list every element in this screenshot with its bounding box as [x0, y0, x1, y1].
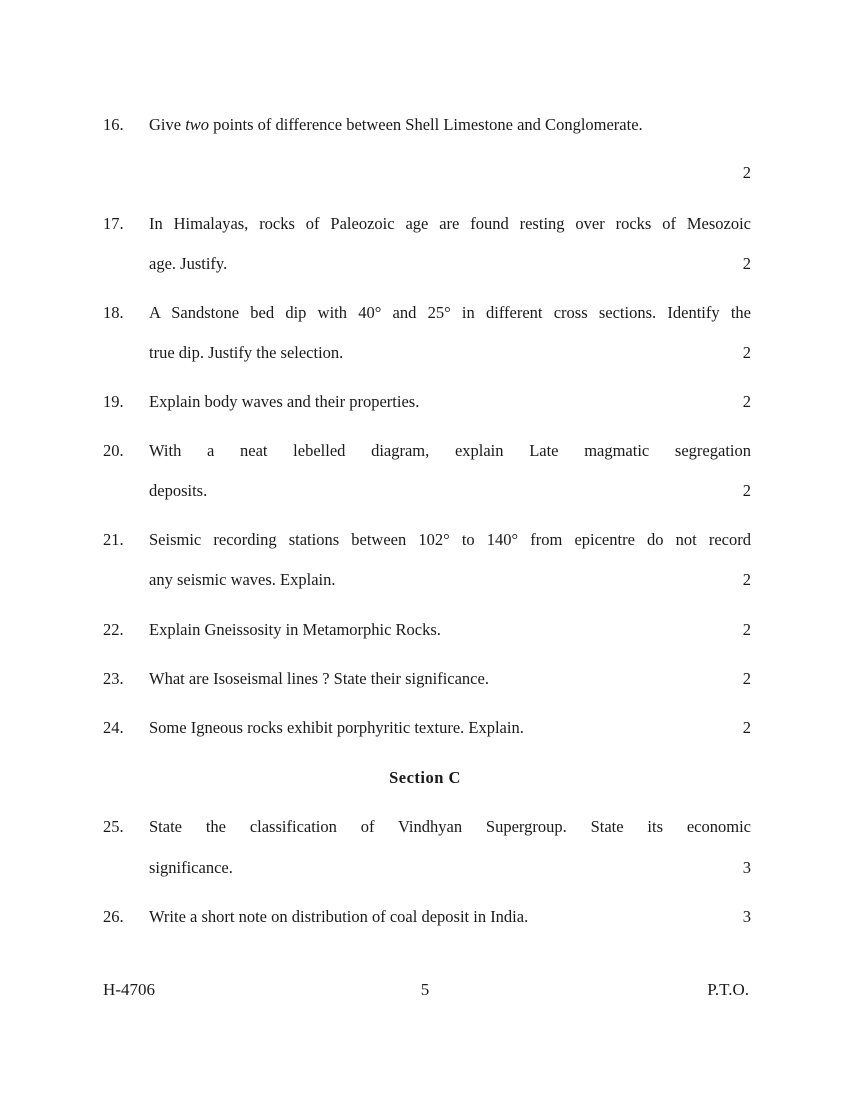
question-text: Some Igneous rocks exhibit porphyritic texture. Explain.: [149, 718, 524, 737]
question-text-line-1: In Himalayas, rocks of Paleozoic age are found resting over rocks of Mesozoic: [149, 214, 751, 233]
question-marks: 2: [742, 254, 751, 273]
page-number: 5: [420, 980, 430, 999]
question-text-line-1: With a neat lebelled diagram, explain Late magmatic segregation: [149, 441, 751, 460]
question-text: Explain body waves and their properties.: [149, 392, 420, 411]
question-marks: 2: [742, 343, 751, 362]
question-text-line-1: State the classification of Vindhyan Supergroup. State its economic: [149, 817, 751, 836]
please-turn-over: P.T.O.: [707, 980, 749, 999]
question-marks: 2: [742, 570, 751, 589]
question-marks: 3: [742, 907, 751, 926]
question-marks: 2: [742, 718, 751, 737]
question-text: Write a short note on distribution of coal deposit in India.: [149, 907, 529, 926]
question-text-line-2: deposits.: [149, 481, 208, 500]
question-marks: 2: [742, 481, 751, 500]
question-number: 20.: [103, 441, 124, 460]
question-text: Give two points of difference between Shell Limestone and Conglomerate.: [149, 115, 643, 134]
question-number: 25.: [103, 817, 124, 836]
question-marks: 2: [742, 163, 751, 182]
question-text-line-2: any seismic waves. Explain.: [149, 570, 336, 589]
question-text: What are Isoseismal lines ? State their significance.: [149, 669, 489, 688]
question-marks: 2: [742, 620, 751, 639]
question-number: 21.: [103, 530, 124, 549]
paper-code: H-4706: [103, 980, 155, 999]
question-number: 19.: [103, 392, 124, 411]
question-number: 26.: [103, 907, 124, 926]
question-number: 16.: [103, 115, 124, 134]
question-marks: 2: [742, 669, 751, 688]
section-heading: Section C: [389, 768, 461, 787]
question-text-line-1: Seismic recording stations between 102° to 140° from epicentre do not record: [149, 530, 751, 549]
question-number: 18.: [103, 303, 124, 322]
question-text: Explain Gneissosity in Metamorphic Rocks.: [149, 620, 441, 639]
question-text-line-2: true dip. Justify the selection.: [149, 343, 344, 362]
question-text-line-2: age. Justify.: [149, 254, 228, 273]
question-number: 17.: [103, 214, 124, 233]
question-number: 23.: [103, 669, 124, 688]
question-text-line-1: A Sandstone bed dip with 40° and 25° in different cross sections. Identify the: [149, 303, 751, 322]
question-text-line-2: significance.: [149, 858, 233, 877]
question-number: 24.: [103, 718, 124, 737]
emphasis-text: two: [185, 115, 210, 134]
question-number: 22.: [103, 620, 124, 639]
question-marks: 3: [742, 858, 751, 877]
question-marks: 2: [742, 392, 751, 411]
